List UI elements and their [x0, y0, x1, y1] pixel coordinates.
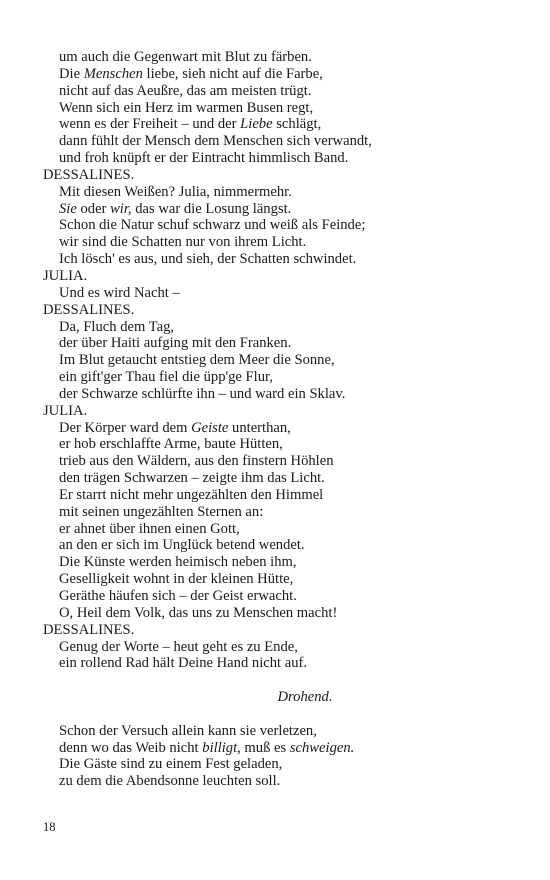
- text-segment: Ich lösch' es aus, und sieh, der Schatten schwindet.: [59, 251, 357, 268]
- verse-line: [0, 100, 550, 117]
- verse-line: [0, 554, 550, 571]
- text-segment: er hob erschlaffte Arme, baute Hütten,: [59, 436, 283, 453]
- verse-line: [0, 201, 550, 218]
- verse-line: [0, 487, 550, 504]
- text-segment: Da, Fluch dem Tag,: [59, 318, 175, 335]
- verse-line: [0, 116, 550, 133]
- verse-line: [0, 83, 550, 100]
- text-segment: O, Heil dem Volk, das uns zu Menschen macht!: [59, 604, 338, 621]
- text-segment: dann fühlt der Mensch dem Menschen sich verwandt,: [59, 133, 372, 150]
- verse-line: [0, 184, 550, 201]
- verse-line: [0, 335, 550, 352]
- verse-line: [0, 150, 550, 167]
- text-segment: Schon der Versuch allein kann sie verletzen,: [59, 722, 317, 739]
- verse-line: [0, 234, 550, 251]
- text-segment: Die Gäste sind zu einem Fest geladen,: [59, 756, 283, 773]
- text-segment: und froh knüpft er der Eintracht himmlisch Band.: [59, 150, 349, 167]
- text-segment: Geselligkeit wohnt in der kleinen Hütte,: [59, 571, 294, 588]
- verse-line: [0, 470, 550, 487]
- verse-line: [0, 319, 550, 336]
- text-segment: an den er sich im Unglück betend wendet.: [59, 537, 305, 554]
- text-segment: oder: [76, 200, 111, 217]
- text-segment: um auch die Gegenwart mit Blut zu färben.: [59, 49, 312, 65]
- verse-line: [0, 251, 550, 268]
- blank-line: [0, 672, 550, 689]
- text-segment: Geräthe häufen sich – der Geist erwacht.: [59, 588, 297, 604]
- stage-direction: [0, 689, 550, 706]
- text-segment: Er starrt nicht mehr ungezählten den Himmel: [59, 486, 324, 503]
- text-segment: denn wo das Weib nicht: [59, 739, 203, 756]
- text-segment: muß es: [240, 739, 290, 756]
- text-segment: DESSALINES.: [43, 301, 135, 318]
- text-segment: wenn es der Freiheit – und der: [59, 116, 241, 133]
- text-segment: den trägen Schwarzen – zeigte ihm das Licht.: [59, 470, 325, 487]
- text-segment: Die: [59, 65, 84, 82]
- speaker-name: [0, 268, 550, 285]
- text-segment: Wenn sich ein Herz im warmen Busen regt,: [59, 99, 314, 116]
- emphasized-text: Liebe: [240, 116, 273, 133]
- text-segment: unterthan,: [228, 419, 291, 436]
- verse-line: [0, 420, 550, 437]
- verse-line: [0, 133, 550, 150]
- text-segment: JULIA.: [43, 267, 88, 284]
- text-segment: zu dem die Abendsonne leuchten soll.: [59, 773, 281, 790]
- text-segment: ein gift'ger Thau fiel die üpp'ge Flur,: [59, 369, 273, 386]
- text-segment: er ahnet über ihnen einen Gott,: [59, 520, 240, 537]
- text-segment: nicht auf das Aeußre, das am meisten trügt.: [59, 82, 312, 99]
- text-segment: schlägt,: [272, 116, 322, 133]
- blank-line: [0, 706, 550, 723]
- verse-line: [0, 386, 550, 403]
- page-number: 18: [43, 820, 56, 834]
- text-segment: DESSALINES.: [43, 166, 135, 183]
- verse-line: [0, 521, 550, 538]
- verse-line: [0, 369, 550, 386]
- text-segment: trieb aus den Wäldern, aus den finstern Höhlen: [59, 453, 334, 470]
- emphasized-text: schweigen.: [289, 739, 355, 756]
- text-segment: der über Haiti aufging mit den Franken.: [59, 335, 292, 352]
- emphasized-text: Geiste: [191, 419, 229, 436]
- verse-line: [0, 723, 550, 740]
- text-segment: Und es wird Nacht –: [59, 284, 180, 301]
- text-segment: Mit diesen Weißen? Julia, nimmermehr.: [59, 183, 292, 200]
- text-segment: mit seinen ungezählten Sternen an:: [59, 503, 264, 520]
- text-segment: Im Blut getaucht entstieg dem Meer die Sonne,: [59, 352, 335, 369]
- verse-line: [0, 605, 550, 622]
- text-segment: Schon die Natur schuf schwarz und weiß als Feinde;: [59, 217, 366, 234]
- verse-line: [0, 639, 550, 656]
- verse-line: [0, 773, 550, 790]
- emphasized-text: billigt,: [202, 739, 241, 756]
- text-segment: DESSALINES.: [43, 621, 135, 638]
- verse-line: [0, 740, 550, 757]
- emphasized-text: Sie: [59, 200, 77, 217]
- emphasized-text: Menschen: [83, 65, 143, 82]
- verse-line: [0, 436, 550, 453]
- emphasized-text: wir,: [110, 200, 132, 217]
- verse-line: [0, 537, 550, 554]
- speaker-name: [0, 167, 550, 184]
- speaker-name: [0, 302, 550, 319]
- play-text: [0, 49, 550, 790]
- text-segment: JULIA.: [43, 402, 88, 419]
- text-segment: das war die Losung längst.: [131, 200, 292, 217]
- text-segment: Die Künste werden heimisch neben ihm,: [59, 554, 297, 571]
- verse-line: [0, 504, 550, 521]
- speaker-name: [0, 622, 550, 639]
- verse-line: [0, 66, 550, 83]
- text-segment: wir sind die Schatten nur von ihrem Licht.: [59, 234, 307, 251]
- text-segment: Der Körper ward dem: [59, 419, 192, 436]
- text-segment: Drohend.: [277, 689, 333, 706]
- verse-line: [0, 217, 550, 234]
- verse-line: [0, 285, 550, 302]
- text-segment: liebe, sieh nicht auf die Farbe,: [142, 65, 323, 82]
- verse-line: [0, 571, 550, 588]
- verse-line: [0, 352, 550, 369]
- verse-line: [0, 49, 550, 66]
- verse-line: [0, 655, 550, 672]
- verse-line: [0, 756, 550, 773]
- verse-line: [0, 453, 550, 470]
- speaker-name: [0, 403, 550, 420]
- text-segment: der Schwarze schlürfte ihn – und ward ein Sklav.: [59, 385, 346, 402]
- text-segment: ein rollend Rad hält Deine Hand nicht auf.: [59, 655, 308, 672]
- verse-line: [0, 588, 550, 605]
- text-segment: Genug der Worte – heut geht es zu Ende,: [59, 638, 298, 655]
